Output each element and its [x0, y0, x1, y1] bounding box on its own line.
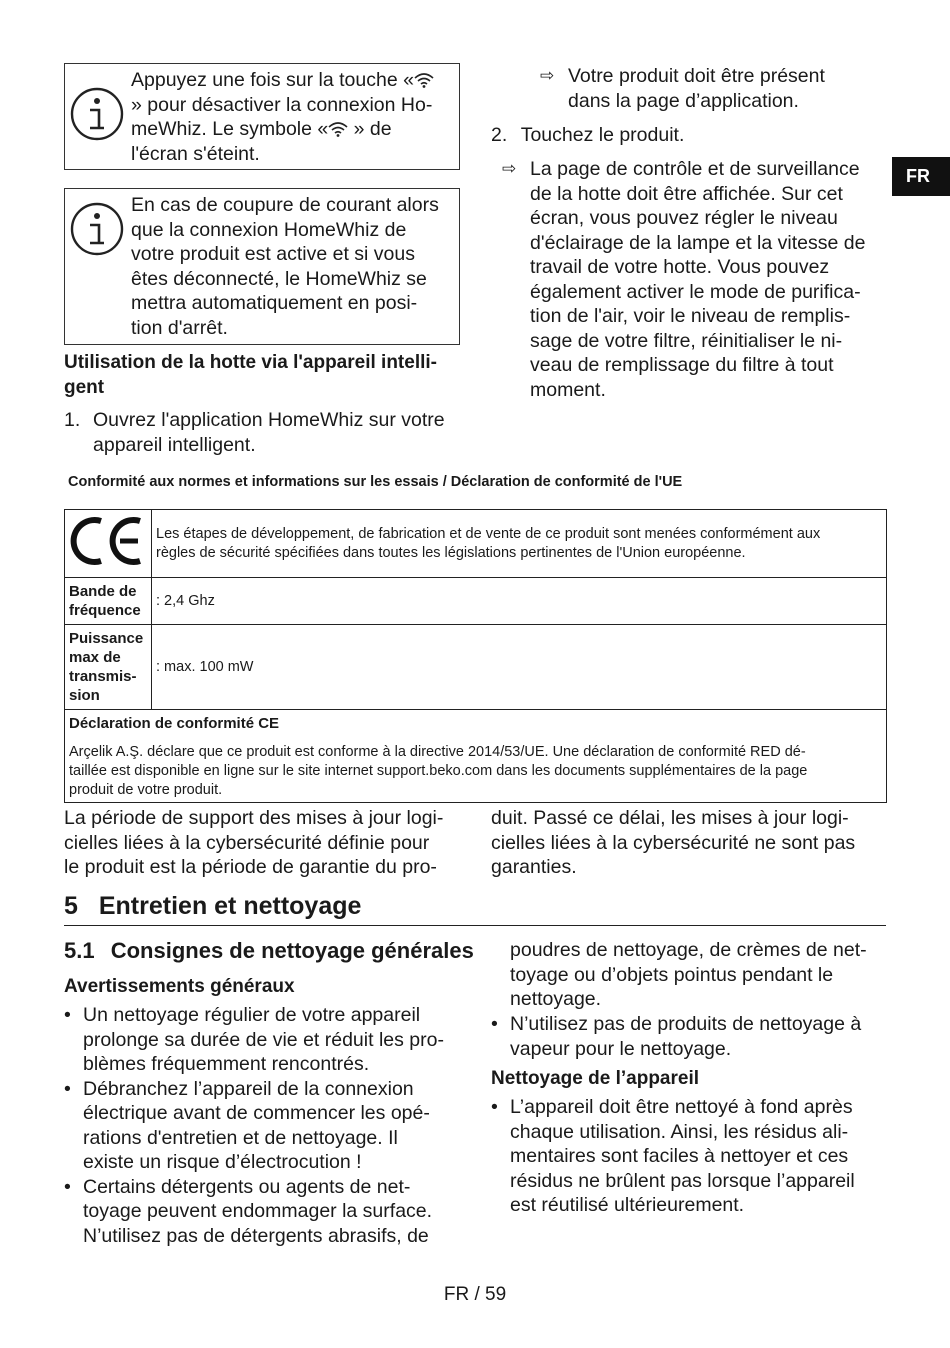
usage-heading	[64, 350, 437, 400]
list-line: électrique avant de commencer les opé-	[83, 1102, 430, 1124]
usage-heading-line: Utilisation de la hotte via l'appareil intelli-	[64, 352, 437, 373]
result-line: tion de l'air, voir le niveau de remplis-	[530, 305, 851, 327]
info-icon	[69, 201, 125, 257]
list-line: N’utilisez pas de produits de nettoyage à	[510, 1013, 862, 1035]
list-item	[64, 1175, 474, 1249]
list-line: résidus ne brûlent pas lorsque l’appareil	[510, 1169, 855, 1192]
label-line: Bande de	[69, 583, 137, 600]
info-line: meWhiz. Le symbole «	[131, 118, 329, 140]
label-line: fréquence	[69, 602, 141, 619]
page-number: FR / 59	[443, 1284, 507, 1305]
list-line: vapeur pour le nettoyage.	[510, 1037, 732, 1060]
conformity-title: Conformité aux normes et informations sur les essais / Déclaration de conformité de l'UE	[68, 474, 683, 490]
step-text: Touchez le produit.	[520, 124, 685, 146]
ce-text-line: règles de sécurité spécifiées dans toutes les législations pertinentes de l'Union européenne.	[156, 544, 746, 561]
list-item	[64, 1077, 474, 1175]
result-line: sage de votre filtre, réinitialiser le ni-	[530, 329, 843, 352]
label-line: max de	[69, 649, 121, 666]
paragraph-line: duit. Passé ce délai, les mises à jour logi-	[491, 807, 849, 829]
support-period-right	[491, 806, 855, 880]
result-line: veau de remplissage du filtre à tout	[530, 354, 834, 376]
list-line: Débranchez l’appareil de la connexion	[83, 1077, 414, 1100]
result-line: travail de votre hotte. Vous pouvez	[530, 256, 830, 278]
result-2	[502, 157, 892, 402]
info-icon	[69, 86, 125, 142]
power-label	[65, 625, 152, 710]
section-title: Consignes de nettoyage générales	[110, 938, 474, 963]
list-line: N’utilisez pas de détergents abrasifs, de	[83, 1224, 429, 1247]
section-5-heading	[64, 892, 361, 921]
info-line: votre produit est active et si vous	[131, 243, 415, 265]
language-tab	[892, 157, 950, 196]
result-line: Votre produit doit être présent	[568, 65, 825, 87]
paragraph-line: cielles liées à la cybersécurité définie pour	[64, 831, 430, 854]
section-5-1-heading	[64, 938, 474, 964]
list-line: existe un risque d’électrocution !	[83, 1151, 362, 1173]
list-line: Certains détergents ou agents de net-	[83, 1175, 411, 1198]
general-warnings-list-right	[491, 1012, 891, 1061]
label-line: transmis-	[69, 668, 137, 685]
section-title: Entretien et nettoyage	[98, 892, 362, 920]
list-line: poudres de nettoyage, de crèmes de net-	[510, 939, 867, 961]
result-line: également activer le mode de purifica-	[530, 280, 861, 303]
declaration-line: Arçelik A.Ş. déclare que ce produit est conforme à la directive 2014/53/UE. Une déclaration de conformité RED dé-	[69, 744, 806, 760]
frequency-value: : 2,4 Ghz	[152, 578, 887, 625]
conformity-table	[64, 509, 887, 803]
result-line: d'éclairage de la lampe et la vitesse de	[530, 231, 866, 254]
list-line: mentaires sont faciles à nettoyer et ces	[510, 1145, 849, 1167]
general-warnings-heading: Avertissements généraux	[64, 976, 295, 997]
info-line: que la connexion HomeWhiz de	[131, 218, 407, 241]
info-text-wifi	[131, 68, 453, 166]
table-row	[65, 625, 887, 710]
table-row	[65, 510, 887, 578]
info-text-power-cut	[131, 193, 453, 340]
declaration-line: produit de votre produit.	[69, 782, 223, 798]
step-line: Ouvrez l'application HomeWhiz sur votre	[93, 409, 445, 431]
ce-text-line: Les étapes de développement, de fabrication et de vente de ce produit sont menées conformément aux	[156, 525, 821, 542]
info-line: » pour désactiver la connexion Ho-	[131, 93, 433, 116]
list-item	[491, 1012, 891, 1061]
wifi-icon	[328, 121, 348, 137]
result-line: écran, vous pouvez régler le niveau	[530, 207, 838, 229]
warning-continued	[510, 938, 867, 1012]
info-line: Appuyez une fois sur la touche «	[131, 69, 414, 91]
info-line: êtes déconnecté, le HomeWhiz se	[131, 267, 427, 290]
list-line: prolonge sa durée de vie et réduit les pro-	[83, 1028, 444, 1051]
list-line: est réutilisé ultérieurement.	[510, 1194, 745, 1216]
result-line: dans la page d’application.	[568, 89, 799, 112]
appliance-cleaning-list	[491, 1095, 891, 1218]
support-period-left	[64, 806, 443, 880]
usage-heading-line: gent	[64, 377, 105, 398]
info-line: mettra automatiquement en posi-	[131, 292, 418, 314]
section-number: 5.1	[64, 938, 95, 963]
list-line: L’appareil doit être nettoyé à fond après	[510, 1096, 853, 1118]
list-line: chaque utilisation. Ainsi, les résidus ali-	[510, 1120, 849, 1143]
section-number: 5	[64, 892, 78, 920]
result-line: La page de contrôle et de surveillance	[530, 158, 860, 180]
step-2	[491, 123, 684, 148]
list-line: blèmes fréquemment rencontrés.	[83, 1053, 370, 1075]
general-warnings-list	[64, 1003, 474, 1248]
bullet-icon: •	[64, 1175, 71, 1198]
arrow-right-icon: ⇨	[540, 66, 555, 85]
bullet-icon: •	[64, 1077, 71, 1100]
result-line: de la hotte doit être affichée. Sur cet	[530, 182, 843, 205]
label-line: sion	[69, 687, 100, 704]
bullet-icon: •	[64, 1004, 71, 1026]
info-box-power-cut	[64, 188, 460, 345]
step-number: 1.	[64, 409, 81, 431]
step-1	[64, 408, 464, 457]
ce-mark-cell	[65, 510, 152, 578]
list-line: nettoyage.	[510, 988, 602, 1010]
table-row	[65, 578, 887, 625]
result-line: moment.	[530, 378, 606, 401]
paragraph-line: cielles liées à la cybersécurité ne sont pas	[491, 831, 856, 854]
declaration-cell	[65, 710, 887, 803]
ce-mark-icon	[68, 511, 148, 571]
declaration-line: taillée est disponible en ligne sur le site internet support.beko.com dans les documents supplémentaires de la page	[69, 763, 808, 779]
info-line: » de	[348, 118, 392, 140]
info-box-wifi	[64, 63, 460, 170]
list-item	[64, 1003, 474, 1077]
info-line: En cas de coupure de courant alors	[131, 194, 439, 216]
paragraph-line: le produit est la période de garantie du pro-	[64, 856, 437, 878]
ce-text-cell	[152, 510, 887, 578]
list-line: Un nettoyage régulier de votre appareil	[83, 1004, 421, 1026]
paragraph-line: La période de support des mises à jour logi-	[64, 807, 444, 829]
step-line: appareil intelligent.	[93, 433, 256, 456]
appliance-cleaning-heading: Nettoyage de l’appareil	[491, 1068, 700, 1089]
bullet-icon: •	[491, 1013, 498, 1035]
section-divider	[64, 925, 886, 926]
arrow-right-icon: ⇨	[502, 159, 517, 178]
wifi-icon	[414, 72, 434, 88]
list-line: rations d'entretien et de nettoyage. Il	[83, 1126, 398, 1149]
power-value: : max. 100 mW	[152, 625, 887, 710]
language-tab-label: FR	[906, 166, 930, 186]
list-line: toyage ou d’objets pointus pendant le	[510, 963, 834, 986]
declaration-title: Déclaration de conformité CE	[69, 715, 280, 732]
info-line: l'écran s'éteint.	[131, 142, 260, 165]
info-line: tion d'arrêt.	[131, 316, 228, 339]
list-line: toyage peuvent endommager la surface.	[83, 1200, 433, 1222]
step-number: 2.	[491, 124, 508, 146]
frequency-label	[65, 578, 152, 625]
bullet-icon: •	[491, 1096, 498, 1118]
label-line: Puissance	[69, 630, 144, 647]
list-item	[491, 1095, 891, 1218]
result-1	[540, 64, 825, 113]
table-row	[65, 710, 887, 803]
paragraph-line: garanties.	[491, 856, 577, 878]
